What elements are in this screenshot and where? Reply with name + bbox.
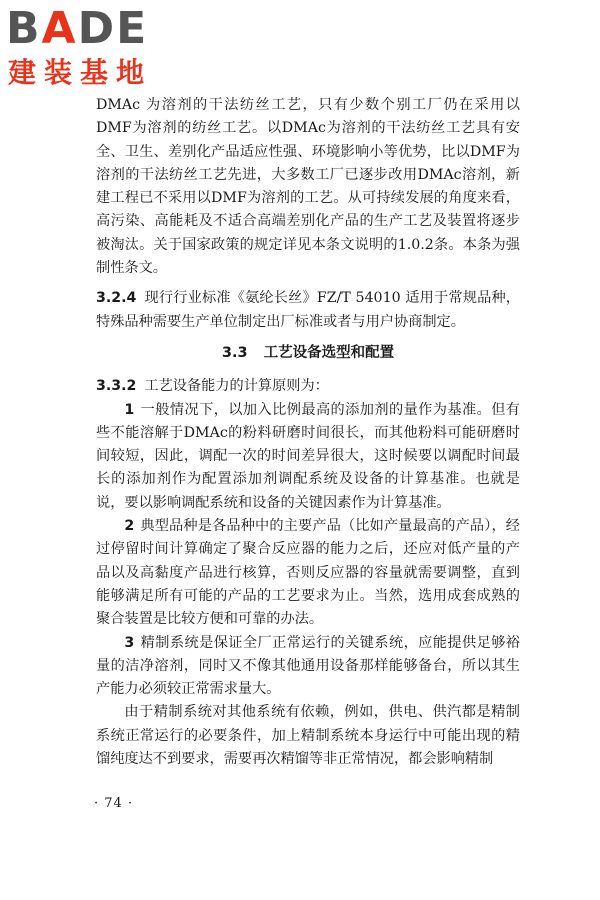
item-number: 3 [124, 634, 135, 651]
paragraph-continued: DMAc 为溶剂的干法纺丝工艺，只有少数个别工厂仍在采用以DMF为溶剂的纺丝工艺。以DMAc为溶剂的干法纺丝工艺具有安全、卫生、差别化产品适应性强、环境影响小等优势，比以DMF为溶剂的干法纺丝工艺先进，大多数工厂已逐步改用DMAc溶剂，新建工程已不采用以DMF为溶剂的工艺。从可持续发展的角度来看，高污染、高能耗及不适合高端差别化产品的生产工艺及装置将逐步被淘汰。关于国家政策的规定详见本条文说明的1.0.2条。本条为强制性条文。 [96, 97, 520, 277]
section-title: 工艺设备选型和配置 [263, 344, 395, 361]
clause-3-2-4 [96, 287, 520, 334]
item-number: 1 [124, 401, 135, 418]
clause-3-3-2 [96, 375, 520, 398]
clause-text: 工艺设备能力的计算原则为： [144, 378, 329, 395]
item-text: 一般情况下，以加入比例最高的添加剂的量作为基准。但有些不能溶解于DMAc的粉料研磨时间很长，而其他粉料可能研磨时间较短，因此，调配一次的时间差异很大，这时候要以调配时间最长的添加剂作为配置添加剂调配系统及设备的计算基准。也就是说，要以影响调配系统和设备的关键因素作为计算基准。 [96, 401, 520, 511]
clause-number: 3.2.4 [96, 290, 137, 307]
paragraph-last: 由于精制系统对其他系统有依赖，例如，供电、供汽都是精制系统正常运行的必要条件，加上精制系统本身运行中可能出现的精馏纯度达不到要求，需要再次精馏等非正常情况，都会影响精制 [96, 704, 520, 768]
item-text: 精制系统是保证全厂正常运行的关键系统，应能提供足够裕量的洁净溶剂，同时又不像其他通用设备那样能够备台，所以其生产能力必须较正常需求量大。 [96, 634, 520, 698]
list-item-2 [96, 515, 520, 631]
section-number: 3.3 [221, 344, 248, 361]
bade-logo [6, 4, 186, 94]
logo-subtitle: 建装基地 [8, 56, 153, 89]
list-item-3 [96, 632, 520, 702]
logo-wordmark: BADE [6, 3, 149, 54]
page-number: · 74 · [94, 796, 134, 811]
item-text: 典型品种是各品种中的主要产品（比如产量最高的产品），经过停留时间计算确定了聚合反应器的能力之后，还应对低产量的产品以及高黏度产品进行核算，否则反应器的容量就需要调整，直到能够满足所有可能的产品的工艺要求为止。当然，选用成套成熟的聚合装置是比较方便和可靠的办法。 [96, 518, 520, 628]
section-heading [96, 342, 520, 365]
item-number: 2 [124, 518, 135, 535]
clause-text: 现行行业标准《氨纶长丝》FZ/T 54010 适用于常规品种，特殊品种需要生产单位制定出厂标准或者与用户协商制定。 [96, 290, 520, 330]
list-item-1 [96, 399, 520, 515]
page-body [96, 94, 520, 771]
clause-number: 3.3.2 [96, 378, 137, 395]
